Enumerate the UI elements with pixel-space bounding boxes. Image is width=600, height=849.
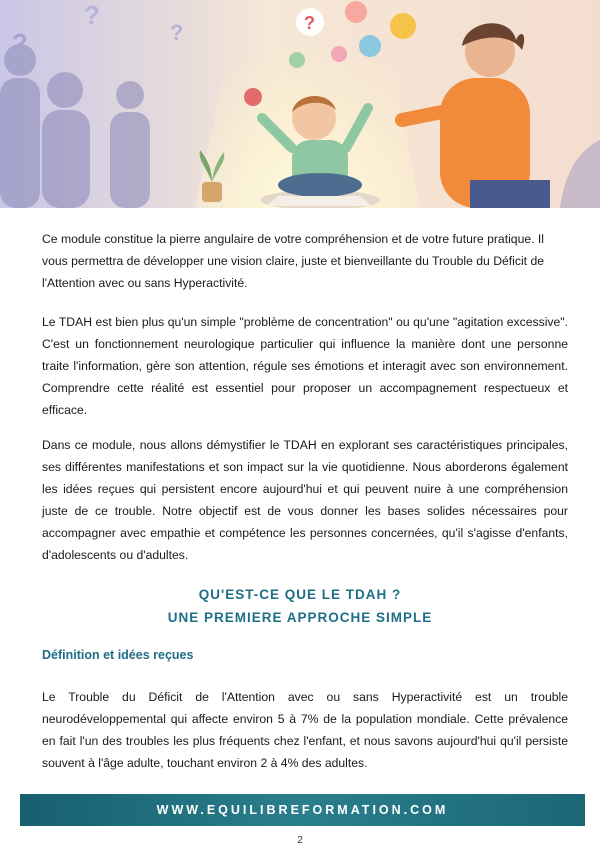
question-bubble-icon — [296, 8, 324, 36]
section-title-line1: QU'EST-CE QUE LE TDAH ? — [198, 587, 402, 602]
svg-text:?: ? — [170, 20, 184, 45]
footer-website-link[interactable]: WWW.EQUILIBREFORMATION.COM — [156, 803, 449, 817]
svg-text:?: ? — [84, 0, 100, 30]
module-paragraph — [42, 434, 568, 566]
svg-text:?: ? — [304, 13, 315, 33]
tdah-text: Le TDAH est bien plus qu'un simple "problème de concentration" ou qu'une "agitation excessive". C'est un fonctionnement neurologique particulier qui influence la manière dont une personne traite l'information, gère son attention, régule ses émotions et interagit avec son environnement. Comprendre cette réalité est essentiel pour proposer un accompagnement respectueux et efficace. — [42, 315, 568, 417]
module-text: Dans ce module, nous allons démystifier le TDAH en explorant ses caractéristiques principales, ses différentes manifestations et son impact sur la vie quotidienne. Nous aborderons également les idées reçues qui persistent encore aujourd'hui et qui peuvent nuire à une compréhension juste de ce trouble. Notre objectif est de vous donner les bases solides nécessaires pour accompagner avec empathie et compétence les personnes concernées, qu'il s'agisse d'enfants, d'adolescents ou d'adultes. — [42, 438, 568, 562]
footer-banner — [20, 794, 585, 826]
svg-text:?: ? — [12, 28, 28, 58]
definition-text: Le Trouble du Déficit de l'Attention avec ou sans Hyperactivité est un trouble neurodéveloppemental qui affecte environ 5 à 7% de la population mondiale. Cette prévalence en fait l'un des troubles les plus fréquents chez l'enfant, et nous savons aujourd'hui qu'il persiste souvent à l'âge adulte, touchant environ 2 à 4% des adultes. — [42, 690, 568, 770]
intro-paragraph — [42, 228, 568, 294]
definition-paragraph — [42, 686, 568, 774]
hero-illustration — [0, 0, 600, 208]
subheading: Définition et idées reçues — [42, 648, 194, 662]
section-title-line2: UNE PREMIERE APPROCHE SIMPLE — [167, 610, 433, 625]
intro-text: Ce module constitue la pierre angulaire de votre compréhension et de votre future pratique. Il vous permettra de développer une vision claire, juste et bienveillante du Trouble du Déficit de l'Attention avec ou sans Hyperactivité. — [42, 232, 545, 290]
page-number: 2 — [297, 835, 303, 846]
child-adhd-illustration — [0, 0, 600, 208]
section-title — [0, 583, 600, 629]
tdah-paragraph — [42, 311, 568, 421]
